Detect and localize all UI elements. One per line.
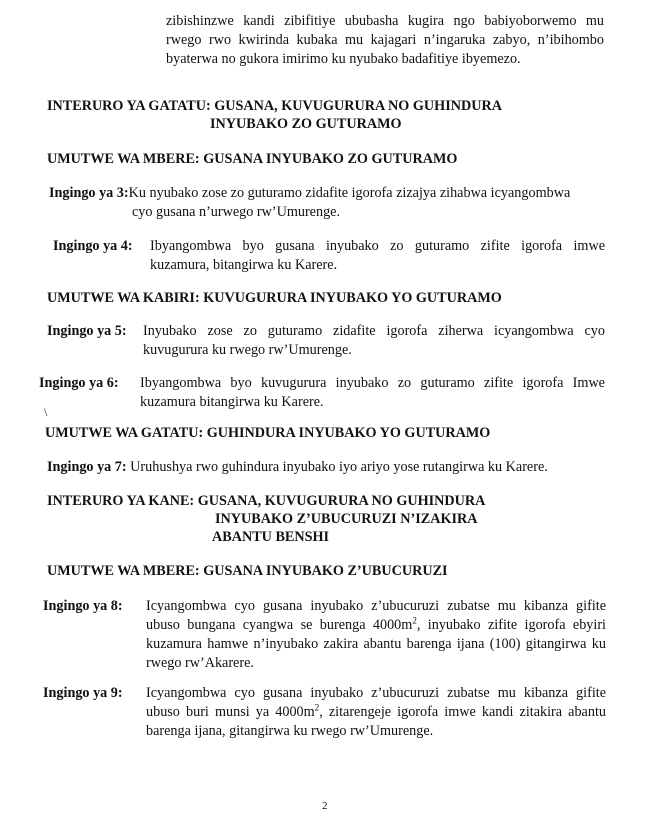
ingingo-3-line-2: cyo gusana n’urwego rw’Umurenge. <box>132 204 341 220</box>
ingingo-8-sup: 2 <box>412 615 417 626</box>
ingingo-5-line-2: kuvugurura ku rwego rw’Umurenge. <box>143 342 352 358</box>
ingingo-6-label: Ingingo ya 6: <box>39 375 119 391</box>
ingingo-7-label: Ingingo ya 7: <box>47 459 127 475</box>
interuro-3-heading-line-1: INTERURO YA GATATU: GUSANA, KUVUGURURA NO GUHINDURA <box>47 98 502 114</box>
ingingo-8-label: Ingingo ya 8: <box>43 598 123 614</box>
umutwe-2-guturamo-heading: UMUTWE WA KABIRI: KUVUGURURA INYUBAKO YO GUTURAMO <box>47 290 502 306</box>
ingingo-3 <box>49 184 604 222</box>
interuro-3-heading-line-2: INYUBAKO ZO GUTURAMO <box>210 116 402 132</box>
ingingo-6-line-1: Ibyangombwa byo kuvugurura inyubako zo guturamo zifite igorofa Imwe <box>140 375 605 391</box>
ingingo-6-line-2: kuzamura bitangirwa ku Karere. <box>140 394 324 410</box>
stray-mark: \ <box>44 405 48 419</box>
umutwe-1-guturamo-heading: UMUTWE WA MBERE: GUSANA INYUBAKO ZO GUTURAMO <box>47 151 458 167</box>
ingingo-8-body <box>146 597 606 673</box>
ingingo-9-label: Ingingo ya 9: <box>43 685 123 701</box>
ingingo-9-sup: 2 <box>314 702 320 713</box>
ingingo-5-line-1: Inyubako zose zo guturamo zidafite igorofa ziherwa icyangombwa cyo <box>143 323 605 339</box>
ingingo-4-line-2: kuzamura, bitangirwa ku Karere. <box>150 257 338 273</box>
intro-line-1: zibishinzwe kandi zibifitiye ububasha kugira ngo babiyoborwemo mu <box>166 13 604 29</box>
intro-line-2: rwego rwo kwirinda kubaka mu kajagari n’ingaruka zabyo, n’ibihombo <box>166 32 604 48</box>
ingingo-6-body <box>140 374 605 412</box>
ingingo-8-line-1: Icyangombwa cyo gusana inyubako z’ubucuruzi zubatse mu kibanza gifite <box>146 598 606 614</box>
ingingo-7 <box>47 458 607 477</box>
ingingo-3-label: Ingingo ya 3: <box>49 185 129 201</box>
interuro-4-heading-line-3: ABANTU BENSHI <box>212 529 330 545</box>
intro-paragraph <box>166 12 604 69</box>
ingingo-4-line-1: Ibyangombwa byo gusana inyubako zo guturamo zifite igorofa imwe <box>150 238 605 254</box>
ingingo-3-line-1: Ku nyubako zose zo guturamo zidafite igorofa zizajya zihabwa icyangombwa <box>128 185 571 201</box>
ingingo-9-line-1: Icyangombwa cyo gusana inyubako z’ubucuruzi zubatse mu kibanza gifite <box>146 685 606 701</box>
page-number: 2 <box>322 800 328 812</box>
ingingo-8-line-3: kuzamura hamwe n’inyubako zakira abantu barenga ijana (100) gitangirwa ku <box>146 636 606 652</box>
ingingo-8-line-4: rwego rw’Akarere. <box>146 655 254 671</box>
ingingo-9-line-3: barenga ijana, gitangirwa ku rwego rw’Umurenge. <box>146 723 434 739</box>
umutwe-3-guturamo-heading: UMUTWE WA GATATU: GUHINDURA INYUBAKO YO GUTURAMO <box>45 425 491 441</box>
ingingo-5-body <box>143 322 605 360</box>
ingingo-5-label: Ingingo ya 5: <box>47 323 127 339</box>
umutwe-1-ubucuruzi-heading: UMUTWE WA MBERE: GUSANA INYUBAKO Z’UBUCURUZI <box>47 563 448 579</box>
ingingo-8-line-2b: , inyubako zifite igorofa ebyiri <box>416 617 606 633</box>
interuro-4-heading-line-2: INYUBAKO Z’UBUCURUZI N’IZAKIRA <box>215 511 478 527</box>
ingingo-9-line-2b: , zitarengeje igorofa imwe kandi zitakira abantu <box>319 704 606 720</box>
ingingo-7-text: Uruhushya rwo guhindura inyubako iyo ariyo yose rutangirwa ku Karere. <box>130 459 548 475</box>
ingingo-9-line-2a: ubuso buri munsi ya 4000m <box>146 704 315 720</box>
intro-line-3: byaterwa no gukora imirimo ku nyubako badafitiye ibyemezo. <box>166 51 521 67</box>
interuro-4-heading-line-1: INTERURO YA KANE: GUSANA, KUVUGURURA NO GUHINDURA <box>47 493 486 509</box>
ingingo-4-body <box>150 237 605 275</box>
ingingo-4-label: Ingingo ya 4: <box>53 238 133 254</box>
ingingo-8-line-2a: ubuso bungana cyangwa se burenga 4000m <box>146 617 413 633</box>
ingingo-9-body <box>146 684 606 741</box>
